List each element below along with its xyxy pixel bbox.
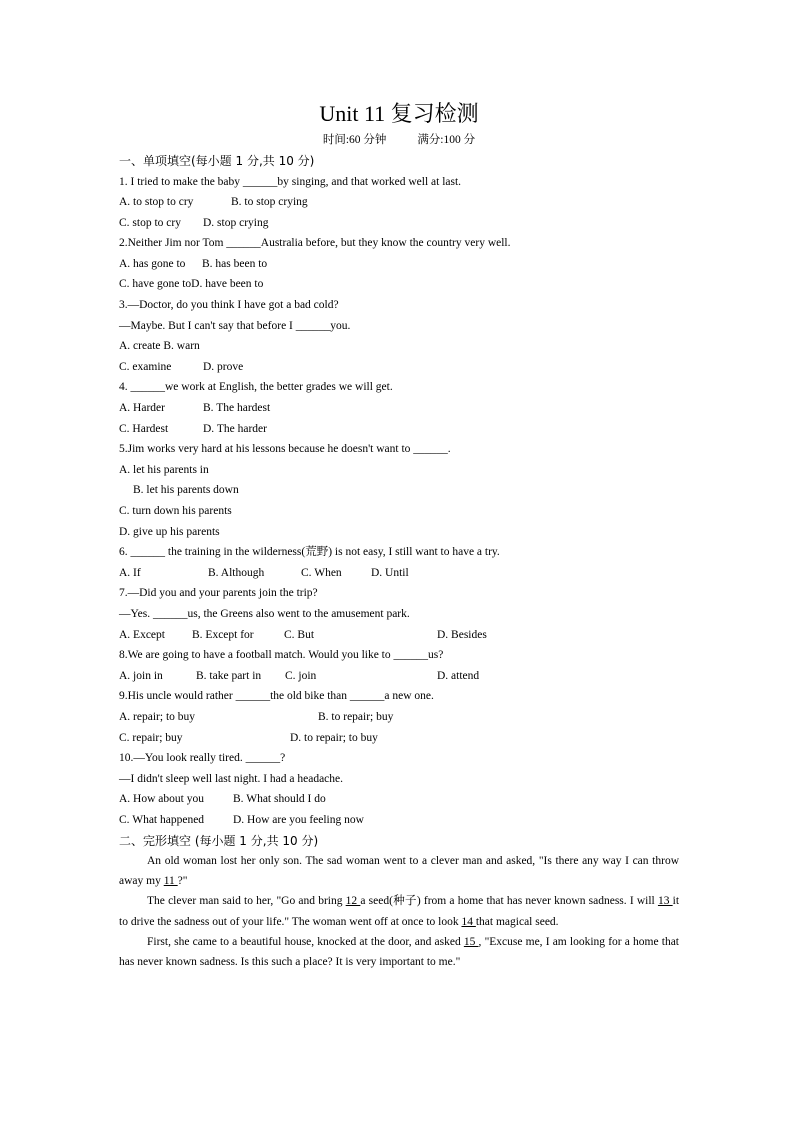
p1-text-b: ?": [177, 875, 188, 888]
q4-options-cd: [119, 419, 679, 440]
q8-option-b: B. take part in: [196, 669, 262, 682]
time-label: 时间:60 分钟: [322, 134, 387, 146]
blank-15: 15: [463, 935, 479, 948]
q4-option-d: D. The harder: [203, 422, 267, 435]
q7-stem: 7.—Did you and your parents join the trip?: [119, 587, 318, 600]
q5-option-a: A. let his parents in: [119, 463, 209, 476]
q9-option-a: A. repair; to buy: [119, 710, 196, 723]
q8-option-c: C. join: [285, 669, 317, 682]
p2-text-d: that magical seed.: [475, 915, 559, 928]
q3-stem-2: —Maybe. But I can't say that before I ______you.: [119, 319, 351, 332]
q3-option-d: D. prove: [203, 360, 244, 373]
q10-option-a: A. How about you: [119, 793, 204, 806]
q9-stem: 9.His uncle would rather ______the old bike than ______a new one.: [119, 690, 434, 703]
q3-options-cd: [119, 357, 679, 378]
q5-option-c: C. turn down his parents: [119, 505, 232, 517]
q1-option-d: D. stop crying: [203, 216, 269, 229]
q1-stem: 1. I tried to make the baby ______by singing, and that worked well at last.: [119, 175, 462, 188]
p3-text-b: , "Excuse me, I am looking for a home that has never known sadness. Is this such a place? It is very important to me.": [119, 935, 680, 969]
q6-option-b: B. Although: [208, 566, 265, 579]
p2-text-c: it to drive the sadness out of your life." The woman went off at once to look: [119, 895, 680, 928]
q10-option-b: B. What should I do: [233, 793, 326, 806]
q10-option-d: D. How are you feeling now: [233, 813, 364, 826]
q2-option-b: B. has been to: [202, 257, 268, 270]
q4-option-a: A. Harder: [119, 402, 165, 415]
q2-option-a: A. has gone to: [119, 257, 186, 270]
q9-option-c: C. repair; buy: [119, 731, 183, 744]
q10-stem-2: —I didn't sleep well last night. I had a headache.: [119, 772, 344, 785]
q2-options-cd: C. have gone toD. have been to: [119, 278, 264, 291]
blank-13: 13: [657, 895, 673, 908]
cloze-paragraph-1: [119, 851, 679, 891]
q6-option-d: D. Until: [371, 566, 409, 579]
q1-options-ab: [119, 192, 679, 213]
p1-text-a: An old woman lost her only son. The sad woman went to a clever man and asked, "Is there any way I can throw away my: [119, 855, 679, 888]
q3-options-ab: A. create B. warn: [119, 340, 200, 353]
q6-options: [119, 563, 679, 584]
q8-option-d: D. attend: [437, 669, 480, 682]
p3-text-a: First, she came to a beautiful house, knocked at the door, and asked: [147, 935, 464, 948]
cloze-paragraph-3: [119, 932, 679, 972]
q3-stem: 3.—Doctor, do you think I have got a bad cold?: [119, 299, 339, 312]
q9-options-cd: [119, 728, 679, 749]
page-title: Unit 11 复习检测: [319, 101, 479, 126]
worksheet-page: [119, 100, 679, 972]
q5-option-b: B. let his parents down: [133, 484, 239, 497]
q8-option-a: A. join in: [119, 669, 163, 682]
q6-stem: 6. ______ the training in the wilderness(荒野) is not easy, I still want to have a try.: [119, 546, 500, 559]
q2-stem: 2.Neither Jim nor Tom ______Australia before, but they know the country very well.: [119, 237, 511, 250]
q7-option-a: A. Except: [119, 628, 165, 641]
q4-options-ab: [119, 398, 679, 419]
q7-stem-2: —Yes. ______us, the Greens also went to the amusement park.: [119, 607, 410, 620]
q1-options-cd: [119, 213, 679, 234]
q8-stem: 8.We are going to have a football match. Would you like to ______us?: [119, 649, 444, 662]
q5-stem: 5.Jim works very hard at his lessons because he doesn't want to ______.: [119, 443, 451, 456]
q2-options-ab: [119, 254, 679, 275]
q4-option-c: C. Hardest: [119, 422, 169, 435]
q10-stem: 10.—You look really tired. ______?: [119, 752, 286, 765]
q7-option-c: C. But: [284, 628, 315, 641]
q1-option-b: B. to stop crying: [231, 196, 308, 209]
blank-12: 12: [345, 895, 361, 908]
q9-option-b: B. to repair; buy: [318, 710, 394, 723]
q1-option-a: A. to stop to cry: [119, 196, 194, 209]
q6-option-a: A. If: [119, 566, 141, 579]
q9-options-ab: [119, 707, 679, 728]
time-score-line: [119, 132, 679, 148]
section2-heading: 二、完形填空 (每小题 1 分,共 10 分): [119, 833, 319, 848]
cloze-paragraph-2: [119, 891, 679, 931]
q10-option-c: C. What happened: [119, 813, 205, 826]
q3-option-c: C. examine: [119, 360, 172, 373]
blank-11: 11: [163, 875, 178, 888]
q9-option-d: D. to repair; to buy: [290, 731, 378, 744]
q7-option-b: B. Except for: [192, 628, 254, 641]
p2-text-a: The clever man said to her, "Go and bring: [147, 895, 346, 908]
q5-option-d: D. give up his parents: [119, 525, 220, 538]
q4-stem: 4. ______we work at English, the better grades we will get.: [119, 381, 393, 394]
q7-options: [119, 625, 679, 646]
score-label: 满分:100 分: [417, 134, 476, 146]
p2-text-b: a seed(种子) from a home that has never known sadness. I will: [360, 895, 658, 908]
q10-options-ab: [119, 789, 679, 810]
section1-heading: 一、单项填空(每小题 1 分,共 10 分): [119, 154, 315, 168]
blank-14: 14: [461, 915, 476, 928]
q4-option-b: B. The hardest: [203, 402, 271, 415]
q10-options-cd: [119, 810, 679, 831]
q7-option-d: D. Besides: [437, 628, 487, 641]
q1-option-c: C. stop to cry: [119, 216, 181, 229]
q6-option-c: C. When: [301, 566, 342, 579]
q8-options: [119, 666, 679, 687]
